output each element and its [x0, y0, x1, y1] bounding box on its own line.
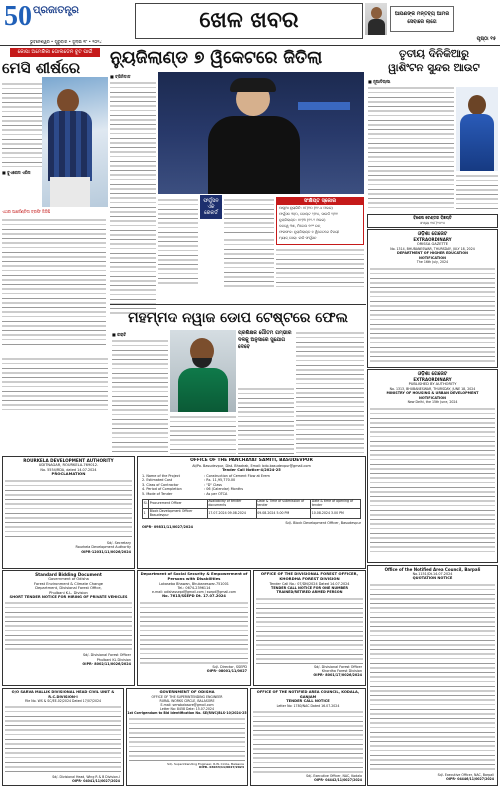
dfo-sign2: Khordha Forest Division [321, 669, 362, 674]
scoreboard-line-1: ଫର୍ଗୁସନ ୩/୦, ବୋଲ୍ଟ ୨/୧୪, ସାଉଦି ୨/୧୧ [279, 212, 338, 216]
panchayat-sign: Sd/- Block Development Officer, Basudevpur [285, 520, 361, 525]
rda-letter: No. 5554/RDA, dated 14.07.2024 [40, 468, 97, 472]
govtodisha-line1: OFFICE OF THE SUPERINTENDING ENGINEER [151, 694, 223, 699]
barpali-tender [367, 565, 498, 786]
ssepd-sign: Sd/- Director, SSEPD [212, 664, 247, 669]
gazette1-body [370, 266, 495, 362]
sarwa-body [5, 704, 121, 774]
govtodisha-line2: RURAL WORKS CIRCLE, BALASORE [159, 698, 215, 703]
rda-sign: Sd/- Secretary [106, 541, 131, 546]
nawaz-story [110, 304, 366, 454]
gazette1-heading2: EXTRAORDINARY [413, 237, 452, 242]
barpali-sub: QUOTATION NOTICE [412, 576, 453, 581]
nawaz-rule [110, 304, 366, 305]
left-column-lower-text [2, 356, 108, 414]
kodala-no: Letter No: 1780/NAC Dated 16.07.2024 [276, 703, 340, 708]
messi-intro-text [2, 81, 44, 167]
bidding-sign: Sd/- Divisional Forest Officer [82, 653, 131, 658]
scoreboard-line-2: ନ୍ୟୁଜିଲାଣ୍ଡ: ୭୯/୩ (୧୨.୨ ଓଭର) [279, 218, 326, 222]
kodala-ref: OIPR- 04442/11/0027/2024 [314, 777, 362, 782]
barpali-no: No.1151/Dt.14.07.2024 [412, 572, 453, 576]
bidding-ref: OIPR- 8002/11/0026/2024 [82, 661, 131, 666]
panchayat-th-2: Availability of tender documents [207, 500, 256, 509]
panchayat-th-1: Procurement Officer [149, 500, 208, 509]
ferguson-quote-text: ଫର୍ଗୁସନ ଏକ ରେକର୍ଡ [203, 198, 219, 216]
sarwa-no: File No. WS & SC/EE-02/2024 Dated 17/07/2024 [24, 699, 102, 704]
rda-ref: OIPR-12031/11/0026/2024 [81, 549, 131, 554]
bidding-sub: SHORT TENDER NOTICE FOR HIRING OF PRIVATE VEHICLES [9, 595, 128, 600]
ssepd-title: Department of Social Security & Empowerment of Persons with Disabilities [140, 572, 248, 581]
govtodisha-sign: Sd/- Superintending Engineer, R.W. Circle, Balasore [167, 762, 244, 766]
dfo-ref: OIPR- 8001/17/0026/2024 [313, 673, 362, 678]
right-tender-1-title: ବିଶେଷ ଟେଣ୍ଡର ବିଜ୍ଞପ୍ତି [413, 215, 452, 220]
sundar-body [368, 85, 454, 209]
panchayat-ref: OIPR- 09831/11/0027/2024 [142, 525, 193, 530]
bidding-sign2: Phulbani KL Division [96, 657, 131, 662]
sundar-headline-2: ୱାଶିଂଟନ ସୁନ୍ଦର ଆଉଟ [388, 62, 480, 74]
columnist-photo [365, 3, 387, 35]
pull-quote-text: ପ୍ରଶିକ୍ଷକ ଗୌତମ ଗମ୍ଭୀର ଦଳକୁ ଅନୁସାରେ ସୁଯୋଗ ଦେବେ [238, 330, 292, 350]
gazette1-dept: DEPARTMENT OF HIGHER EDUCATION [397, 251, 468, 255]
ssepd-email: e-mail: odishassepd@gmail.com / ssepd@gmail.com [151, 590, 236, 594]
sundar-story [366, 47, 500, 213]
kodala-tender [250, 688, 366, 786]
sarwa-title: O/O SARVA MALLIK DIVISIONAL HEAD CIVIL UNIT & R.C.DIVISION-I [11, 690, 115, 699]
kodala-sub: TENDER CALL NOTICE [286, 699, 330, 704]
right-tender-1-sub: ସଂଖ୍ୟା ୧୫୮/୨୦୨୪ [419, 221, 446, 225]
bidding-tender [2, 570, 135, 686]
gazette2-heading1: ଓଡ଼ିଶା ଗେଜେଟ [417, 371, 448, 377]
messi-dateline: ■ ବୁଏନୋସ ଏରିସ [2, 170, 31, 175]
kodala-body [253, 709, 363, 773]
nz-body-col2 [158, 197, 198, 287]
nawaz-photo [170, 330, 236, 412]
barpali-sign: Sd/- Executive Officer, NAC, Barpali [437, 773, 494, 777]
bidding-line4: Phulbani K.L. Division [49, 590, 88, 595]
logo-badge [3, 1, 33, 39]
govtodisha-email: E-mail: serwbalasore@gmail.com [160, 702, 214, 707]
bidding-line1: Government of Odisha [48, 577, 89, 582]
panchayat-title: OFFICE OF THE PANCHAYAT SAMITI, BASUDEVPUR [190, 458, 313, 463]
govtodisha-sub: 1st Corrigendum to Bid Identification No. SE(RWC)BLS-10/2024-25 [127, 710, 247, 715]
panchayat-th-4: Date & time of opening of tender [311, 500, 361, 509]
barpali-ref: OIPR- 04446/11/0027/2024 [446, 777, 494, 781]
nawaz-dateline: ■ କରାଚି [112, 332, 127, 337]
gazette2-no: No. 1313, BHUBANESWAR, THURSDAY, JUNE 18, 2024 [389, 386, 476, 391]
rda-sign2: Rourkela Development Authority [75, 545, 131, 550]
section-title: ଖେଳ ଖବର [199, 8, 299, 33]
rda-addr: UDITNAGAR, ROURKELA-769012. [38, 463, 99, 468]
gazette-box-1 [367, 229, 498, 368]
sarwa-sign: Sd/- Divisional Head, Wing R & B Division-I [52, 775, 120, 780]
govtodisha-no: Letter No: 8458 Date: 15.07.2024 [160, 706, 214, 711]
nz-body-col3 [224, 197, 274, 235]
rda-body [5, 478, 132, 540]
nawaz-body-col4 [296, 330, 364, 454]
ssepd-tel: Tel.: 0674-2396114 [177, 585, 211, 590]
sarwa-ref: OIPR- 04041/11/0027/2024 [72, 779, 120, 784]
gazette1-heading1: ଓଡ଼ିଶା ଗେଜେଟ [417, 231, 448, 237]
nz-headline: ନ୍ୟୁଜିଲାଣ୍ଡ ୭ ୱିକେଟରେ ଜିତିଲା [110, 48, 323, 68]
barpali-body [370, 582, 495, 772]
gazette1-no: No. 1314, BHUBANESWAR, THURSDAY, JULY 18, 2024 [390, 246, 475, 251]
panchayat-td-2: 17.07.2024 09.08.2024 [207, 509, 256, 518]
rda-title: ROURKELA DEVELOPMENT AUTHORITY [23, 458, 114, 463]
panchayat-tender [137, 456, 366, 569]
rda-tender [2, 456, 135, 569]
nawaz-body-col2 [170, 414, 236, 454]
panchayat-td-3: 09.08.2024 5.00 PM [256, 509, 311, 518]
gazette1-date: The 16th July, 2024 [416, 260, 449, 265]
logo-number: 50 [4, 1, 32, 32]
messi-photo [42, 77, 108, 207]
panchayat-row-4: 5. Mode of Tender : As per OTCA [142, 491, 228, 496]
reader-box-line1: ଆପଣଙ୍କ ମନ୍ତବ୍ୟ ଆମର [394, 11, 450, 17]
bidding-line2: Forest Environment & Climate Change [34, 581, 103, 586]
messi-story [0, 47, 108, 355]
panchayat-table [142, 499, 361, 519]
right-tender-1 [367, 214, 498, 228]
panchayat-td-0: 1 [143, 509, 149, 518]
gazette2-dept: MINISTRY OF HOUSING & URBAN DEVELOPMENT [386, 391, 479, 395]
gazette1-heading3: ORISSA GAZETTE [416, 242, 449, 246]
scoreboard-title: ସଂକ୍ଷିପ୍ତ ସ୍କୋର [277, 198, 363, 205]
rda-sub: PROCLAMATION [51, 472, 86, 477]
dfo-sign: Sd/- Divisional Forest Officer [313, 664, 362, 669]
nawaz-headline: ମହମ୍ମଦ ନୱାଜ ଡୋପ ଟେଷ୍ଟରେ ଫେଲ [128, 310, 348, 326]
messi-caption: ଏଥର ଆର୍ଜେଣ୍ଟିନା ଟ୍ରଫି ଜିତିଛି [2, 209, 51, 214]
scoreboard-line-0: ପାପୁଆ ନ୍ୟୁଗିନି: ୭୮/୧୦ (୧୯.୪ ଓଭର) [279, 206, 333, 210]
govtodisha-tender [126, 688, 248, 786]
scoreboard-line-3: କନୱେ ୩୫, ମିଚେଲ ୧୯* ରନ୍ [279, 224, 321, 228]
sundar-dateline: ■ ନୂଆଦିଲ୍ଲୀ [368, 79, 391, 84]
messi-body-text [2, 217, 106, 345]
ssepd-addr: Lokaseba Bhawan, Bhubaneswar-751001 [159, 581, 229, 586]
brand-name: ପ୍ରଜାତନ୍ତ୍ର [33, 5, 79, 16]
kodala-sign: Sd/- Executive Officer, NAC, Kodala [306, 773, 362, 778]
bidding-line3: Department, Divisional Forest Office, [35, 586, 102, 591]
ferguson-quote-box [200, 195, 222, 219]
panchayat-td-1: Block Development Officer Basudevpur [149, 509, 208, 518]
ssepd-ref: OIPR- 08001/11/0027 [206, 669, 247, 673]
masthead [0, 0, 500, 46]
kodala-title: OFFICE OF THE NOTIFIED AREA COUNCIL, KODALA, GANJAM [256, 690, 360, 699]
gazette1-note: NOTIFICATION [418, 255, 446, 260]
nz-dateline: ■ ଟ୍ରିନିଡାଡ [110, 74, 131, 79]
messi-kicker: କୋପା ଅମେରିକା ଗୋଲଡେନ ବୁଟ ପାଇଁ [10, 48, 100, 57]
panchayat-sub: At/Po. Basudevpur, Dist. Bhadrak, Email: bdo.basudevpur@gmail.com [192, 464, 311, 468]
sarwa-tender [2, 688, 124, 786]
dfo-tender-no: Tender Call No.: 07/DN/2024 Dated 14.07.2024 [269, 581, 350, 586]
dfo-sub: TENDER CALL NOTICE FOR ONE NUMBER TRAINED/RETIRED ARMED PERSON [271, 586, 348, 595]
govtodisha-title: GOVERNMENT OF ODISHA [159, 690, 215, 694]
scoreboard-line-4: ଫଳାଫଳ: ନ୍ୟୁଜିଲାଣ୍ଡ ୭ ୱିକେଟରେ ବିଜୟୀ [279, 230, 339, 234]
nz-body-col5 [276, 247, 364, 287]
panchayat-no: Tender Call Notice-4/2024-25 [222, 468, 281, 473]
gazette2-note: NOTIFICATION [418, 395, 446, 400]
section-title-box [135, 3, 363, 39]
panchayat-th-3: Date & Time of submission of tender [256, 500, 311, 509]
pull-quote [238, 330, 294, 384]
panchayat-row-2: 3. Class of Contractor : "D" Class [142, 482, 222, 487]
ssepd-body [140, 600, 248, 664]
panchayat-th-0: Sl. [143, 500, 149, 509]
ferguson-photo [158, 72, 364, 194]
scoreboard-line-5: ମ୍ୟାଚ୍ ସେରା: ଲକି ଫର୍ଗୁସନ [279, 236, 317, 240]
gazette2-body [370, 406, 495, 556]
scoreboard [276, 197, 364, 245]
sundar-photo [456, 87, 498, 171]
panchayat-row-1: 2. Estimated Cost : Rs. 11,95,770.00 [142, 478, 236, 483]
ssepd-tender [137, 570, 251, 686]
gazette2-heading3: PUBLISHED BY AUTHORITY [408, 382, 457, 386]
gazette-box-2 [367, 369, 498, 563]
panchayat-row-0: 1. Name of the Project : Construction of Cement Flow at Erem [142, 474, 270, 478]
bidding-body [5, 600, 132, 652]
panchayat-row-3: 4. Period of Completion : 06 (Calendar) Months [142, 487, 243, 492]
masthead-rule [0, 45, 500, 46]
gazette2-date: New Delhi, the 15th June, 2024 [407, 400, 458, 405]
bidding-title: Standard Bidding Document [35, 572, 102, 577]
dfo-title: OFFICE OF THE DIVISIONAL FOREST OFFICER, KHORDHA FOREST DIVISION [260, 572, 359, 581]
messi-headline: ମେସି ଶୀର୍ଷରେ [2, 59, 81, 77]
page-number: ପୃଷ୍ଠା ୧୫ [476, 36, 496, 42]
reader-box-line2: ସେବାରେ ଲାଗେ [407, 19, 437, 25]
nz-body-col1 [110, 80, 156, 316]
dfo-tender [253, 570, 366, 686]
masthead-dateline: ଭୁବନେଶ୍ୱର • ଗୁରୁବାର • ଜୁଲାଇ ୧୮ • ୨୦୨୪ [30, 39, 102, 44]
gazette2-heading2: EXTRAORDINARY [413, 377, 452, 382]
sundar-body-2 [456, 173, 498, 209]
dfo-body [256, 596, 363, 664]
nawaz-body-col3 [238, 386, 294, 454]
sundar-headline-1: ତୃତୀୟ ଦିନିକିଆରୁ [399, 48, 469, 60]
govtodisha-body [129, 716, 245, 762]
ssepd-no: No. 7615/SSEPD Dt. 17.07.2024 [162, 594, 226, 599]
nz-body-col4 [224, 237, 274, 287]
govtodisha-ref: OIPR- 04043/11/0027/2024 [198, 766, 244, 770]
panchayat-td-4: 10.08.2024 3.00 PM [311, 509, 361, 518]
nawaz-body-col1 [112, 338, 168, 454]
reader-box [390, 6, 454, 32]
barpali-title: Office of the Notified Area Council, Barpali [384, 567, 481, 572]
